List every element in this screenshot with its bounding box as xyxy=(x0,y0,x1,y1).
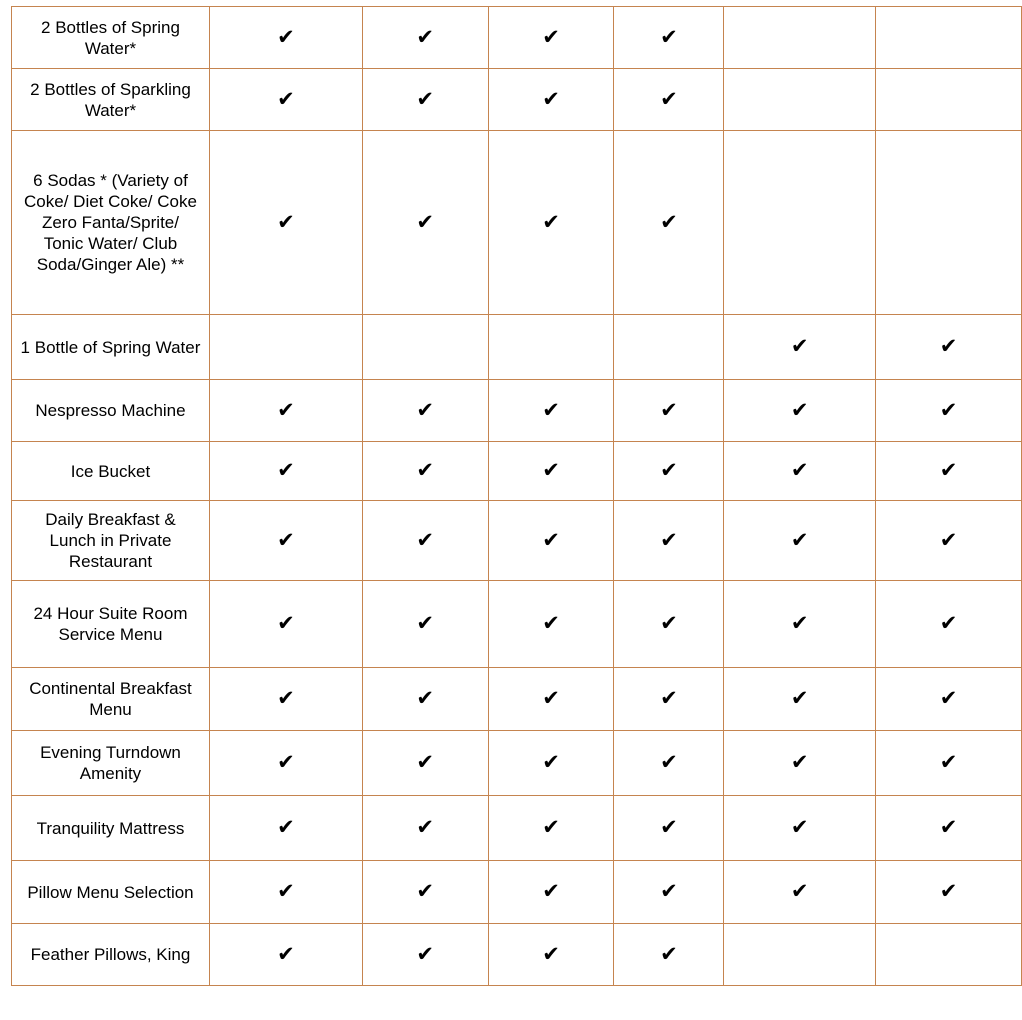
table-row xyxy=(12,924,1022,986)
check-cell xyxy=(488,380,614,442)
checkmark-icon: ✔ xyxy=(790,527,809,552)
table-row xyxy=(12,861,1022,924)
checkmark-icon: ✔ xyxy=(790,397,809,422)
checkmark-icon: ✔ xyxy=(277,209,295,234)
check-cell xyxy=(209,380,362,442)
amenity-label: Tranquility Mattress xyxy=(36,818,185,838)
check-cell xyxy=(488,731,614,796)
table-row xyxy=(12,731,1022,796)
check-cell xyxy=(488,668,614,731)
check-cell xyxy=(876,668,1022,731)
check-cell xyxy=(724,581,876,668)
checkmark-icon: ✔ xyxy=(416,879,434,903)
check-cell xyxy=(488,315,614,380)
checkmark-icon: ✔ xyxy=(416,527,434,552)
checkmark-icon: ✔ xyxy=(416,815,434,839)
check-cell xyxy=(488,581,614,668)
checkmark-icon: ✔ xyxy=(939,686,958,710)
check-cell xyxy=(362,501,488,581)
check-cell xyxy=(614,924,724,986)
check-cell xyxy=(209,731,362,796)
table-row xyxy=(12,581,1022,668)
checkmark-icon: ✔ xyxy=(790,750,809,774)
check-cell xyxy=(614,380,724,442)
check-cell xyxy=(614,731,724,796)
check-cell xyxy=(724,501,876,581)
check-cell xyxy=(209,69,362,131)
checkmark-icon: ✔ xyxy=(277,86,295,111)
check-cell xyxy=(362,442,488,501)
amenity-label: 6 Sodas * (Variety of Coke/ Diet Coke/ Coke Zero Fanta/Sprite/ Tonic Water/ Club Soda/Ginger Ale) ** xyxy=(24,171,197,274)
amenity-label-cell xyxy=(12,442,210,501)
checkmark-icon: ✔ xyxy=(542,527,560,552)
check-cell xyxy=(876,131,1022,315)
check-cell xyxy=(209,315,362,380)
check-cell xyxy=(362,668,488,731)
checkmark-icon: ✔ xyxy=(277,397,295,422)
check-cell xyxy=(724,668,876,731)
table-row xyxy=(12,501,1022,581)
check-cell xyxy=(209,861,362,924)
checkmark-icon: ✔ xyxy=(542,611,560,635)
checkmark-icon: ✔ xyxy=(542,86,560,111)
checkmark-icon: ✔ xyxy=(416,86,434,111)
checkmark-icon: ✔ xyxy=(790,334,809,358)
check-cell xyxy=(724,924,876,986)
check-cell xyxy=(362,581,488,668)
check-cell xyxy=(876,501,1022,581)
checkmark-icon: ✔ xyxy=(542,879,560,903)
amenity-label: 2 Bottles of Sparkling Water* xyxy=(30,79,191,120)
checkmark-icon: ✔ xyxy=(660,686,678,710)
check-cell xyxy=(876,861,1022,924)
check-cell xyxy=(876,581,1022,668)
table-row xyxy=(12,442,1022,501)
checkmark-icon: ✔ xyxy=(660,86,678,111)
check-cell xyxy=(209,796,362,861)
table-row xyxy=(12,668,1022,731)
check-cell xyxy=(488,861,614,924)
check-cell xyxy=(209,581,362,668)
checkmark-icon: ✔ xyxy=(277,879,295,903)
checkmark-icon: ✔ xyxy=(939,527,958,552)
check-cell xyxy=(724,442,876,501)
check-cell xyxy=(724,731,876,796)
check-cell xyxy=(209,924,362,986)
check-cell xyxy=(876,69,1022,131)
amenity-label: 1 Bottle of Spring Water xyxy=(20,337,201,357)
amenity-label: Daily Breakfast & Lunch in Private Restaurant xyxy=(45,510,176,571)
amenity-label-cell xyxy=(12,924,210,986)
checkmark-icon: ✔ xyxy=(542,24,560,49)
checkmark-icon: ✔ xyxy=(660,527,678,552)
check-cell xyxy=(724,380,876,442)
amenity-label-cell xyxy=(12,501,210,581)
amenity-label: 2 Bottles of Spring Water* xyxy=(41,17,180,58)
checkmark-icon: ✔ xyxy=(416,686,434,710)
checkmark-icon: ✔ xyxy=(542,750,560,774)
check-cell xyxy=(614,861,724,924)
check-cell xyxy=(876,796,1022,861)
amenity-label-cell xyxy=(12,796,210,861)
check-cell xyxy=(362,861,488,924)
checkmark-icon: ✔ xyxy=(277,527,295,552)
check-cell xyxy=(614,796,724,861)
check-cell xyxy=(724,131,876,315)
checkmark-icon: ✔ xyxy=(939,397,958,422)
check-cell xyxy=(362,731,488,796)
check-cell xyxy=(362,380,488,442)
check-cell xyxy=(614,69,724,131)
checkmark-icon: ✔ xyxy=(660,941,678,966)
checkmark-icon: ✔ xyxy=(277,941,295,966)
amenity-label-cell xyxy=(12,861,210,924)
amenity-label-cell xyxy=(12,7,210,69)
checkmark-icon: ✔ xyxy=(277,458,295,482)
check-cell xyxy=(614,668,724,731)
table-row xyxy=(12,7,1022,69)
checkmark-icon: ✔ xyxy=(542,686,560,710)
checkmark-icon: ✔ xyxy=(416,611,434,635)
table-row xyxy=(12,380,1022,442)
amenity-label-cell xyxy=(12,581,210,668)
checkmark-icon: ✔ xyxy=(277,815,295,839)
check-cell xyxy=(488,796,614,861)
amenity-label-cell xyxy=(12,380,210,442)
check-cell xyxy=(209,501,362,581)
check-cell xyxy=(614,442,724,501)
checkmark-icon: ✔ xyxy=(660,24,678,49)
check-cell xyxy=(362,131,488,315)
check-cell xyxy=(724,796,876,861)
amenities-table-body xyxy=(12,7,1022,986)
check-cell xyxy=(876,731,1022,796)
checkmark-icon: ✔ xyxy=(939,879,958,903)
amenity-label: Pillow Menu Selection xyxy=(27,882,194,902)
amenity-label-cell xyxy=(12,731,210,796)
checkmark-icon: ✔ xyxy=(790,815,809,839)
checkmark-icon: ✔ xyxy=(277,750,295,774)
checkmark-icon: ✔ xyxy=(939,611,958,635)
checkmark-icon: ✔ xyxy=(542,209,560,234)
table-row xyxy=(12,796,1022,861)
check-cell xyxy=(876,380,1022,442)
checkmark-icon: ✔ xyxy=(939,458,958,482)
check-cell xyxy=(876,315,1022,380)
checkmark-icon: ✔ xyxy=(790,686,809,710)
checkmark-icon: ✔ xyxy=(939,750,958,774)
check-cell xyxy=(488,69,614,131)
checkmark-icon: ✔ xyxy=(790,879,809,903)
check-cell xyxy=(362,7,488,69)
checkmark-icon: ✔ xyxy=(542,458,560,482)
amenity-label: Feather Pillows, King xyxy=(30,945,191,964)
check-cell xyxy=(488,924,614,986)
check-cell xyxy=(876,442,1022,501)
checkmark-icon: ✔ xyxy=(277,24,295,49)
amenity-label-cell xyxy=(12,315,210,380)
check-cell xyxy=(209,7,362,69)
checkmark-icon: ✔ xyxy=(542,941,560,966)
checkmark-icon: ✔ xyxy=(660,815,678,839)
table-row xyxy=(12,315,1022,380)
amenity-label: Continental Breakfast Menu xyxy=(29,679,192,719)
checkmark-icon: ✔ xyxy=(416,209,434,234)
check-cell xyxy=(488,501,614,581)
amenity-label-cell xyxy=(12,668,210,731)
table-row xyxy=(12,69,1022,131)
checkmark-icon: ✔ xyxy=(416,397,434,422)
check-cell xyxy=(724,315,876,380)
checkmark-icon: ✔ xyxy=(416,458,434,482)
check-cell xyxy=(876,924,1022,986)
amenity-label-cell xyxy=(12,131,210,315)
check-cell xyxy=(724,7,876,69)
check-cell xyxy=(362,796,488,861)
amenity-label: Nespresso Machine xyxy=(35,401,186,420)
check-cell xyxy=(614,315,724,380)
amenity-label: Ice Bucket xyxy=(70,461,151,481)
check-cell xyxy=(614,501,724,581)
check-cell xyxy=(876,7,1022,69)
checkmark-icon: ✔ xyxy=(542,815,560,839)
checkmark-icon: ✔ xyxy=(660,879,678,903)
check-cell xyxy=(362,924,488,986)
checkmark-icon: ✔ xyxy=(660,611,678,635)
checkmark-icon: ✔ xyxy=(277,686,295,710)
checkmark-icon: ✔ xyxy=(416,750,434,774)
checkmark-icon: ✔ xyxy=(660,209,678,234)
amenity-label-cell xyxy=(12,69,210,131)
check-cell xyxy=(488,7,614,69)
check-cell xyxy=(724,69,876,131)
check-cell xyxy=(209,442,362,501)
checkmark-icon: ✔ xyxy=(790,611,809,635)
check-cell xyxy=(362,69,488,131)
check-cell xyxy=(209,131,362,315)
check-cell xyxy=(724,861,876,924)
checkmark-icon: ✔ xyxy=(416,24,434,49)
check-cell xyxy=(209,668,362,731)
check-cell xyxy=(488,442,614,501)
checkmark-icon: ✔ xyxy=(416,941,434,966)
checkmark-icon: ✔ xyxy=(660,397,678,422)
table-row xyxy=(12,131,1022,315)
check-cell xyxy=(614,7,724,69)
checkmark-icon: ✔ xyxy=(939,815,958,839)
checkmark-icon: ✔ xyxy=(277,611,295,635)
check-cell xyxy=(614,581,724,668)
checkmark-icon: ✔ xyxy=(939,334,958,358)
amenity-label: Evening Turndown Amenity xyxy=(40,743,181,783)
check-cell xyxy=(488,131,614,315)
amenities-table xyxy=(11,6,1022,986)
check-cell xyxy=(614,131,724,315)
checkmark-icon: ✔ xyxy=(790,458,809,482)
checkmark-icon: ✔ xyxy=(660,458,678,482)
check-cell xyxy=(362,315,488,380)
checkmark-icon: ✔ xyxy=(660,750,678,774)
checkmark-icon: ✔ xyxy=(542,397,560,422)
amenity-label: 24 Hour Suite Room Service Menu xyxy=(33,604,188,644)
